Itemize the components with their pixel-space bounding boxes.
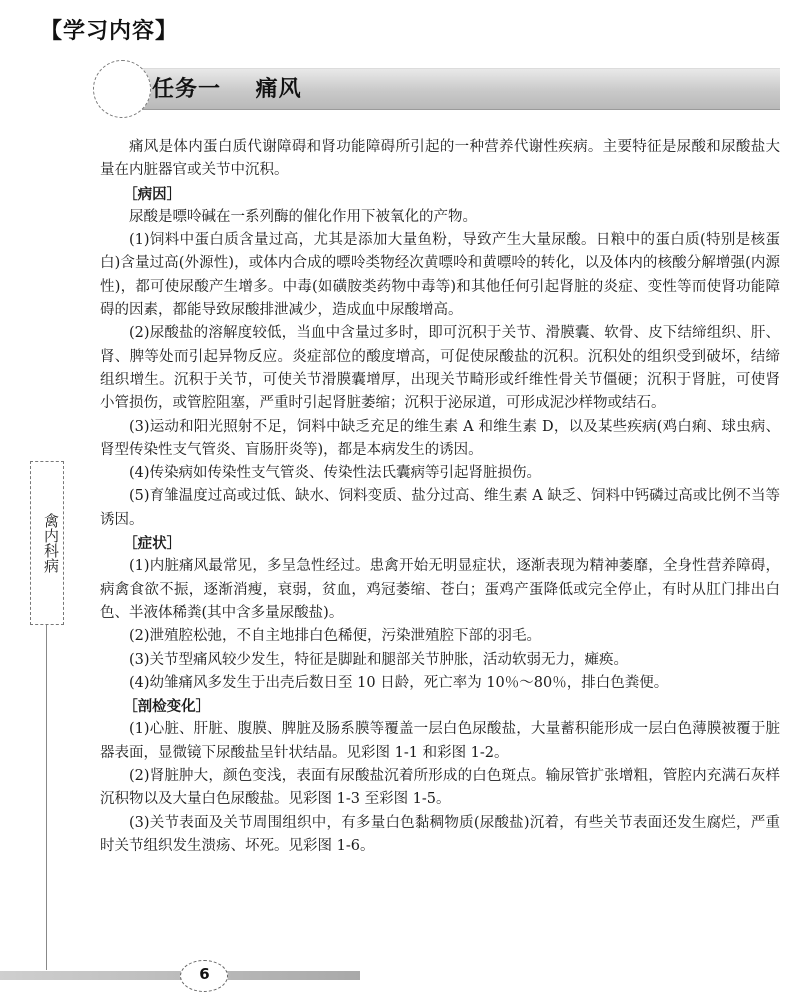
section-heading-autopsy: ［剖检变化］ xyxy=(123,698,211,716)
side-rule-line xyxy=(46,625,47,970)
paragraph: (5)育雏温度过高或过低、缺水、饲料变质、盐分过高、维生素 A 缺乏、饲料中钙磷过高或比例不当等诱因。 xyxy=(100,488,780,528)
side-tab-label: 禽内科病 xyxy=(42,513,60,573)
title-circle-ornament xyxy=(93,60,151,118)
paragraph: (1)饲料中蛋白质含量过高，尤其是添加大量鱼粉，导致产生大量尿酸。日粮中的蛋白质(特别是核蛋白)含量过高(外源性)，或体内合成的嘌呤类物经次黄嘌呤和黄嘌呤的转化，以及体内的核酸分解增强(内源性)，都可使尿酸产生增多。中毒(如磺胺类药物中毒等)和其他任何引起肾脏的炎症、变性等而使肾功能障碍的因素，都能导致尿酸排泄减少，造成血中尿酸增高。 xyxy=(100,232,780,319)
paragraph: 痛风是体内蛋白质代谢障碍和肾功能障碍所引起的一种营养代谢性疾病。主要特征是尿酸和尿酸盐大量在内脏器官或关节中沉积。 xyxy=(100,139,780,179)
paragraph: (2)肾脏肿大，颜色变浅，表面有尿酸盐沉着所形成的白色斑点。输尿管扩张增粗，管腔内充满石灰样沉积物以及大量白色尿酸盐。见彩图 1-3 至彩图 1-5。 xyxy=(100,768,780,808)
section-header: 【学习内容】 xyxy=(40,19,179,44)
paragraph: (2)泄殖腔松弛，不自主地排白色稀便，污染泄殖腔下部的羽毛。 xyxy=(129,628,542,645)
paragraph: (3)关节表面及关节周围组织中，有多量白色黏稠物质(尿酸盐)沉着，有些关节表面还发生腐烂，严重时关节组织发生溃疡、坏死。见彩图 1-6。 xyxy=(100,814,780,854)
section-heading-cause: ［病因］ xyxy=(123,185,182,203)
paragraph: (4)幼雏痛风多发生于出壳后数日至 10 日龄，死亡率为 10％～80％，排白色粪便。 xyxy=(129,674,669,691)
paragraph: (1)内脏痛风最常见，多呈急性经过。患禽开始无明显症状，逐渐表现为精神萎靡，全身性营养障碍，病禽食欲不振，逐渐消瘦，衰弱，贫血，鸡冠萎缩、苍白；蛋鸡产蛋降低或完全停止，有时从肛门排出白色、半液体稀粪(其中含多量尿酸盐)。 xyxy=(100,558,780,621)
paragraph: (3)运动和阳光照射不足，饲料中缺乏充足的维生素 A 和维生素 D，以及某些疾病(鸡白痢、球虫病、肾型传染性支气管炎、盲肠肝炎等)，都是本病发生的诱因。 xyxy=(100,418,780,458)
paragraph: (4)传染病如传染性支气管炎、传染性法氏囊病等引起肾脏损伤。 xyxy=(129,465,542,482)
paragraph: (1)心脏、肝脏、腹膜、脾脏及肠系膜等覆盖一层白色尿酸盐，大量蓄积能形成一层白色薄膜被覆于脏器表面，显微镜下尿酸盐呈针状结晶。见彩图 1-1 和彩图 1-2。 xyxy=(100,721,780,761)
page-number: 6 xyxy=(199,965,210,983)
task-title: 任务一 痛风 xyxy=(152,77,302,102)
main-content xyxy=(100,136,780,858)
paragraph: (3)关节型痛风较少发生，特征是脚趾和腿部关节肿胀，活动软弱无力，瘫痪。 xyxy=(129,651,629,668)
section-heading-symptoms: ［症状］ xyxy=(123,535,182,553)
paragraph: 尿酸是嘌呤碱在一系列酶的催化作用下被氧化的产物。 xyxy=(129,208,477,225)
paragraph: (2)尿酸盐的溶解度较低，当血中含量过多时，即可沉积于关节、滑膜囊、软骨、皮下结缔组织、肝、肾、脾等处而引起异物反应。炎症部位的酸度增高，可促使尿酸盐的沉积。沉积处的组织受到破坏，结缔组织增生。沉积于关节，可使关节滑膜囊增厚，出现关节畸形或纤维性骨关节僵硬；沉积于肾脏，可使肾小管损伤，或管腔阻塞，严重时引起肾脏萎缩；沉积于泌尿道，可形成泥沙样物或结石。 xyxy=(100,325,780,412)
